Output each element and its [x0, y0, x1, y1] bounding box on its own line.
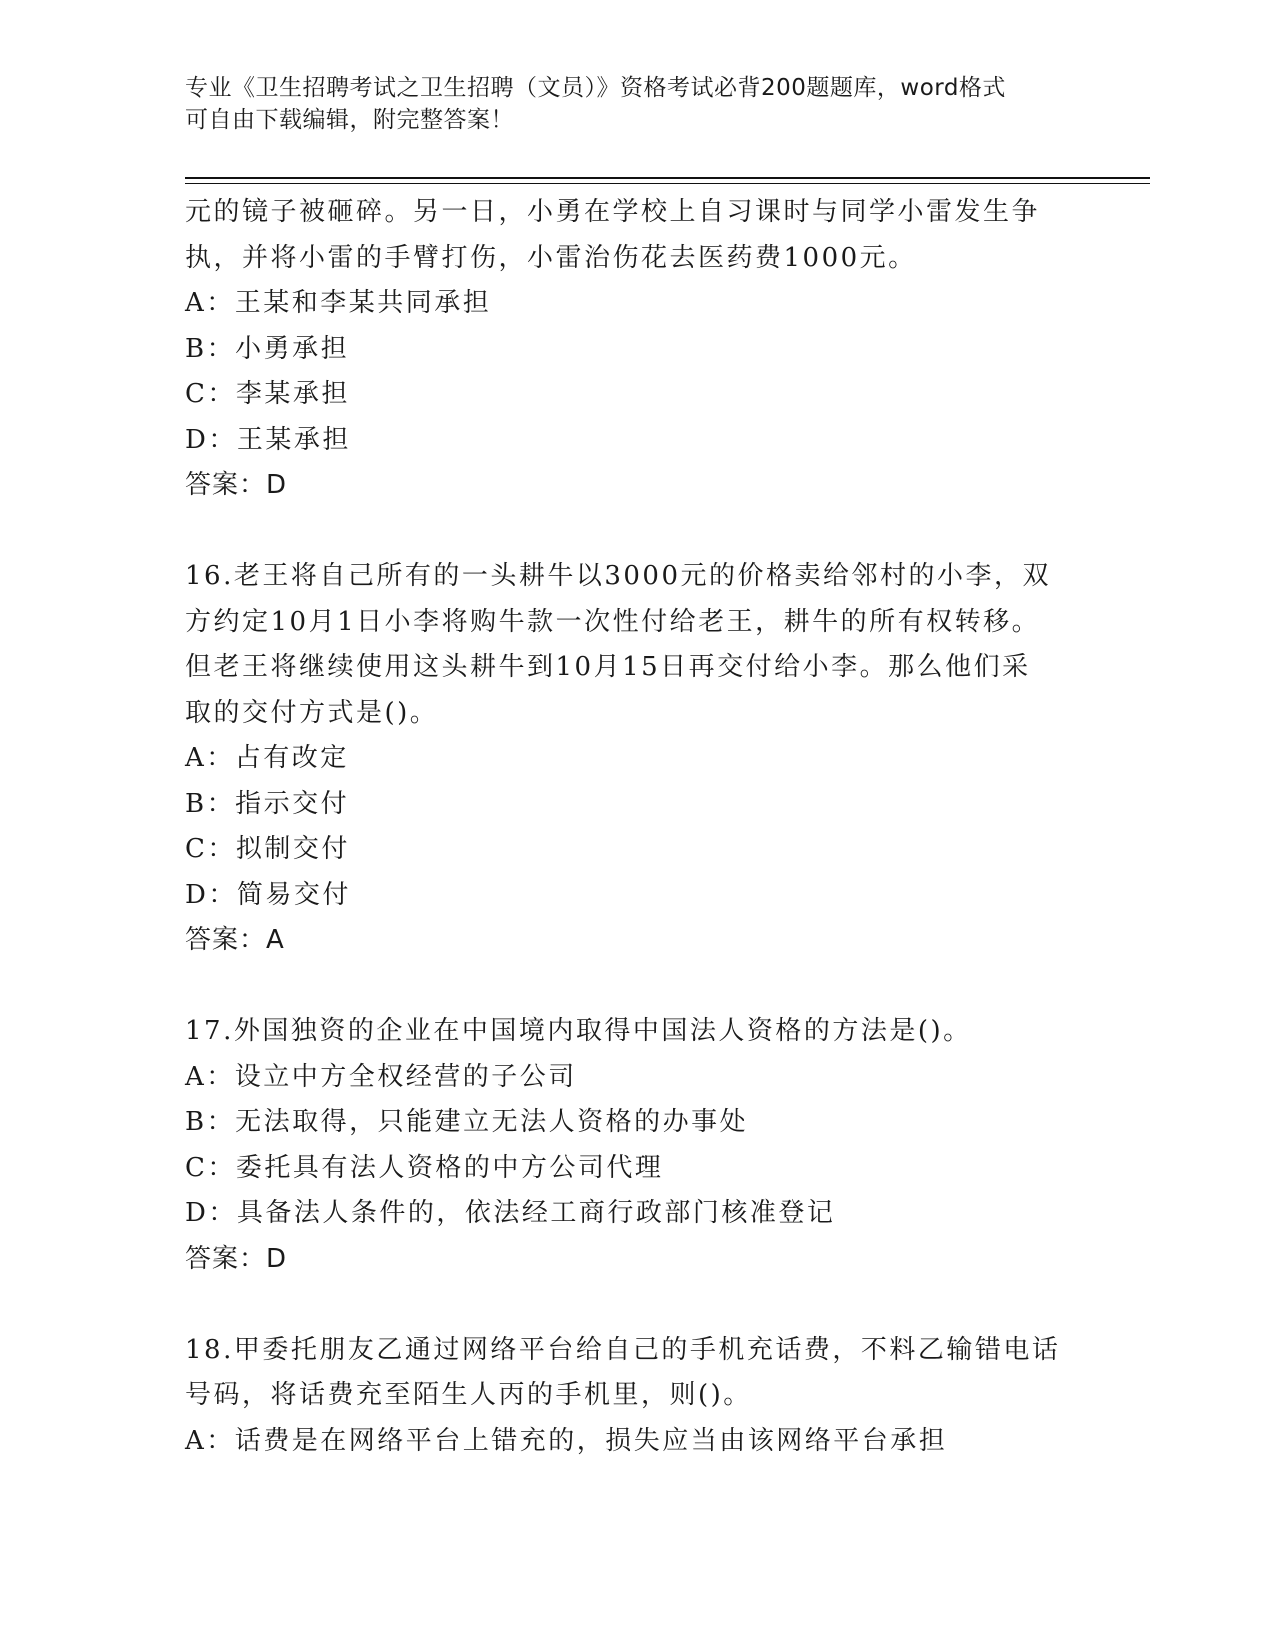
question-stem-line: 16.老王将自己所有的一头耕牛以3000元的价格卖给邻村的小李，双: [185, 561, 1052, 591]
option-a: A：王某和李某共同承担: [185, 288, 492, 318]
option-c: C：委托具有法人资格的中方公司代理: [185, 1152, 664, 1183]
question-stem-line: 执，并将小雷的手臂打伤，小雷治伤花去医药费1000元。: [185, 242, 917, 273]
document-header: [185, 72, 1085, 136]
question-18: [185, 1328, 1085, 1465]
question-stem-line: 元的镜子被砸碎。另一日，小勇在学校上自习课时与同学小雷发生争: [185, 197, 1041, 227]
question-stem-line: 方约定10月1日小李将购牛款一次性付给老王，耕牛的所有权转移。: [185, 606, 1041, 637]
question-stem-line: 取的交付方式是()。: [185, 697, 439, 728]
option-b: B：小勇承担: [185, 333, 350, 364]
option-a: A：设立中方全权经营的子公司: [185, 1061, 577, 1092]
question-15: [185, 190, 1085, 509]
option-a: A：占有改定: [185, 743, 349, 773]
option-c: C：拟制交付: [185, 834, 350, 864]
question-16: [185, 554, 1085, 964]
question-stem-line: 号码，将话费充至陌生人丙的手机里，则()。: [185, 1380, 752, 1410]
spacer: [185, 964, 1085, 1010]
option-d: D：具备法人条件的，依法经工商行政部门核准登记: [185, 1198, 836, 1228]
header-divider: [185, 177, 1150, 184]
spacer: [185, 1282, 1085, 1328]
option-b: B：无法取得，只能建立无法人资格的办事处: [185, 1107, 749, 1137]
option-a: A：话费是在网络平台上错充的，损失应当由该网络平台承担: [185, 1425, 948, 1456]
question-stem-line: 但老王将继续使用这头耕牛到10月15日再交付给小李。那么他们采: [185, 652, 1031, 682]
question-stem-line: 18.甲委托朋友乙通过网络平台给自己的手机充话费，不料乙输错电话: [185, 1334, 1061, 1365]
option-d: D：王某承担: [185, 424, 351, 455]
question-list: [185, 190, 1085, 1464]
answer-line: 答案：D: [185, 470, 288, 500]
option-d: D：简易交付: [185, 879, 351, 910]
question-17: [185, 1009, 1085, 1282]
header-line-1: 专业《卫生招聘考试之卫生招聘（文员）》资格考试必背200题题库，word格式: [185, 75, 1006, 101]
answer-line: 答案：A: [185, 925, 285, 955]
header-line-2: 可自由下载编辑，附完整答案！: [185, 107, 514, 133]
question-stem-line: 17.外国独资的企业在中国境内取得中国法人资格的方法是()。: [185, 1016, 972, 1046]
answer-line: 答案：D: [185, 1243, 288, 1274]
option-b: B：指示交付: [185, 788, 350, 819]
option-c: C：李某承担: [185, 379, 350, 409]
spacer: [185, 509, 1085, 555]
